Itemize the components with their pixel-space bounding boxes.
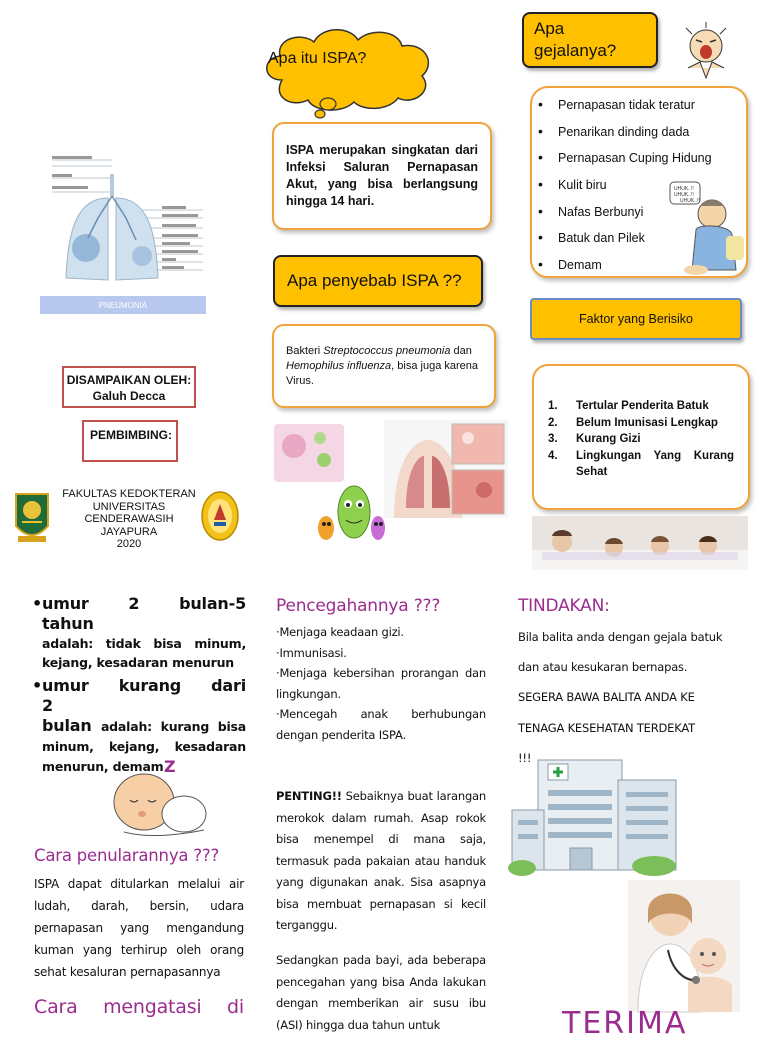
list-text: Belum Imunisasi Lengkap xyxy=(576,416,718,429)
risk-factors-list xyxy=(548,398,734,481)
list-item: • Nafas Berbunyi xyxy=(546,205,738,232)
cause-title-box xyxy=(273,255,483,307)
list-text: Lingkungan Yang Kurang Sehat xyxy=(576,449,734,478)
list-number: 2. xyxy=(548,416,558,429)
age-item-1-heading: umur 2 bulan-5 tahun xyxy=(42,594,246,633)
hospital-illustration xyxy=(508,740,684,878)
list-text: Kurang Gizi xyxy=(576,433,641,445)
important-note xyxy=(276,786,486,937)
list-item: ·Immunisasi. xyxy=(276,645,347,660)
university-name: UNIVERSITAS CENDERAWASIH xyxy=(84,500,174,525)
bacteria-2: Hemophilus influenza xyxy=(286,360,392,372)
list-item: • Pernapasan tidak teratur xyxy=(546,98,738,125)
bullet-icon: • xyxy=(32,594,43,613)
action-title: TINDAKAN: xyxy=(518,596,610,616)
list-item xyxy=(548,415,734,432)
symptoms-title: Apa gejalanya? xyxy=(534,19,617,60)
sleeping-baby-illustration xyxy=(104,752,212,842)
infant-prevention-text: Sedangkan pada bayi, ada beberapa pencegahan yang bisa Anda lakukan dengan memberikan air susu ibu (ASI) hingga dua tahun untuk xyxy=(276,953,486,1032)
list-text: Tertular Penderita Batuk xyxy=(576,400,709,412)
what-is-ispa-title: Apa itu ISPA? xyxy=(268,50,367,67)
cause-suffix: , bisa juga karena Virus. xyxy=(286,360,479,387)
cough-bubble-text-3: UHUK..!! xyxy=(680,198,700,204)
year: 2020 xyxy=(116,538,142,550)
age-symptoms-section xyxy=(32,594,246,776)
cough-bubble-text-1: UHUK..!! xyxy=(674,186,694,192)
list-number: 1. xyxy=(548,400,558,412)
crying-baby-illustration xyxy=(678,20,734,82)
bullet-icon: • xyxy=(32,676,43,695)
coughing-child-illustration xyxy=(656,174,746,276)
bacteria-1: Streptococcus pneumonia xyxy=(323,345,451,357)
treatment-word-1: Cara xyxy=(34,996,78,1018)
faculty-name: FAKULTAS KEDOKTERAN xyxy=(62,488,196,500)
risk-factors-title: Faktor yang Berisiko xyxy=(579,312,693,326)
list-item: • Batuk dan Pilek xyxy=(546,231,738,258)
supervisor-box xyxy=(82,420,178,462)
age-item-2-heading-b: bulan xyxy=(42,716,92,735)
list-item: ·Menjaga keadaan gizi. xyxy=(276,625,404,639)
treatment-title xyxy=(34,996,244,1018)
transmission-title: Cara penularannya ??? xyxy=(34,846,220,865)
action-line-5: !!! xyxy=(518,750,532,765)
important-text: Sebaiknya buat larangan merokok dalam rumah. Asap rokok bisa menempel di mana saja, termasuk pada pakaian atau handuk yang digunakan anak. Sisa asapnya bisa membuat pernapasan si kecil terganggu. xyxy=(276,789,486,932)
ispa-definition-text: ISPA merupakan singkatan dari Infeksi Saluran Pernapasan Akut, yang bisa berlangsung hingga 14 hari. xyxy=(286,143,478,208)
doctor-with-baby-photo xyxy=(628,880,740,1012)
list-item xyxy=(548,431,734,448)
important-label: PENTING!! xyxy=(276,789,342,803)
thought-cloud xyxy=(258,24,440,120)
list-number: 4. xyxy=(548,449,558,462)
thank-you-text: TERIMA xyxy=(562,1006,688,1041)
supervisor-label: PEMBIMBING: xyxy=(90,428,172,442)
prevention-list xyxy=(276,622,486,745)
list-item: • Kulit biru xyxy=(546,178,738,205)
age-item-2-desc: adalah: kurang bisa minum, kejang, kesadaran menurun, demam xyxy=(42,719,247,774)
faculty-info xyxy=(50,488,208,551)
list-item: • Pernapasan Cuping Hidung xyxy=(546,151,738,178)
cause-description-box xyxy=(272,324,496,408)
lungs-illustration xyxy=(38,148,208,318)
action-line-3: SEGERA BAWA BALITA ANDA KE xyxy=(518,690,695,705)
action-line-2: dan atau kesukaran bernapas. xyxy=(518,660,688,675)
respiratory-infection-illustration xyxy=(384,420,508,518)
list-item: • Demam xyxy=(546,258,738,285)
pneumonia-lung-diagram xyxy=(38,148,208,318)
list-item xyxy=(548,398,734,415)
age-item-1 xyxy=(32,594,246,672)
sleep-z-icon: Z xyxy=(164,757,176,776)
list-item: ·Mencegah anak berhubungan dengan penderita ISPA. xyxy=(276,707,486,742)
list-item: ·Menjaga kebersihan prorangan dan lingkungan. xyxy=(276,666,486,701)
city-name: JAYAPURA xyxy=(100,525,158,538)
bacteria-illustration xyxy=(274,424,392,552)
age-item-1-desc: adalah: tidak bisa minum, kejang, kesadaran menurun xyxy=(42,636,246,670)
presenter-label: DISAMPAIKAN OLEH: xyxy=(66,373,192,387)
transmission-text: ISPA dapat ditularkan melalui air ludah, darah, bersin, udara pernapasan yang mengandung kuman yang terhirup oleh orang sehat kesaluran pernapasannya xyxy=(34,877,244,979)
presenter-box xyxy=(62,366,196,408)
cause-prefix: Bakteri xyxy=(286,345,324,357)
age-item-2-heading: umur kurang dari 2 xyxy=(42,676,246,715)
symptoms-title-box xyxy=(522,12,658,68)
cause-and: dan xyxy=(450,345,472,357)
children-in-bed-photo xyxy=(532,516,748,570)
prevention-title: Pencegahannya ??? xyxy=(276,596,441,616)
treatment-word-2: mengatasi xyxy=(103,996,202,1018)
list-number: 3. xyxy=(548,433,558,445)
action-line-4: TENAGA KESEHATAN TERDEKAT xyxy=(518,720,695,735)
action-line-1: Bila balita anda dengan gejala batuk xyxy=(518,630,723,644)
treatment-word-3: di xyxy=(227,996,244,1018)
presenter-name: Galuh Decca xyxy=(92,389,166,403)
ispa-definition-box xyxy=(272,122,492,230)
list-item xyxy=(548,448,734,481)
risk-factors-title-box xyxy=(530,298,742,340)
list-item: • Penarikan dinding dada xyxy=(546,125,738,152)
jayapura-emblem-logo xyxy=(12,490,52,546)
cough-bubble-text-2: UHUK..!! xyxy=(674,192,694,198)
cause-title: Apa penyebab ISPA ?? xyxy=(287,271,462,290)
pneumonia-label: PNEUMONIA xyxy=(98,301,148,310)
risk-factors-box xyxy=(532,364,750,510)
